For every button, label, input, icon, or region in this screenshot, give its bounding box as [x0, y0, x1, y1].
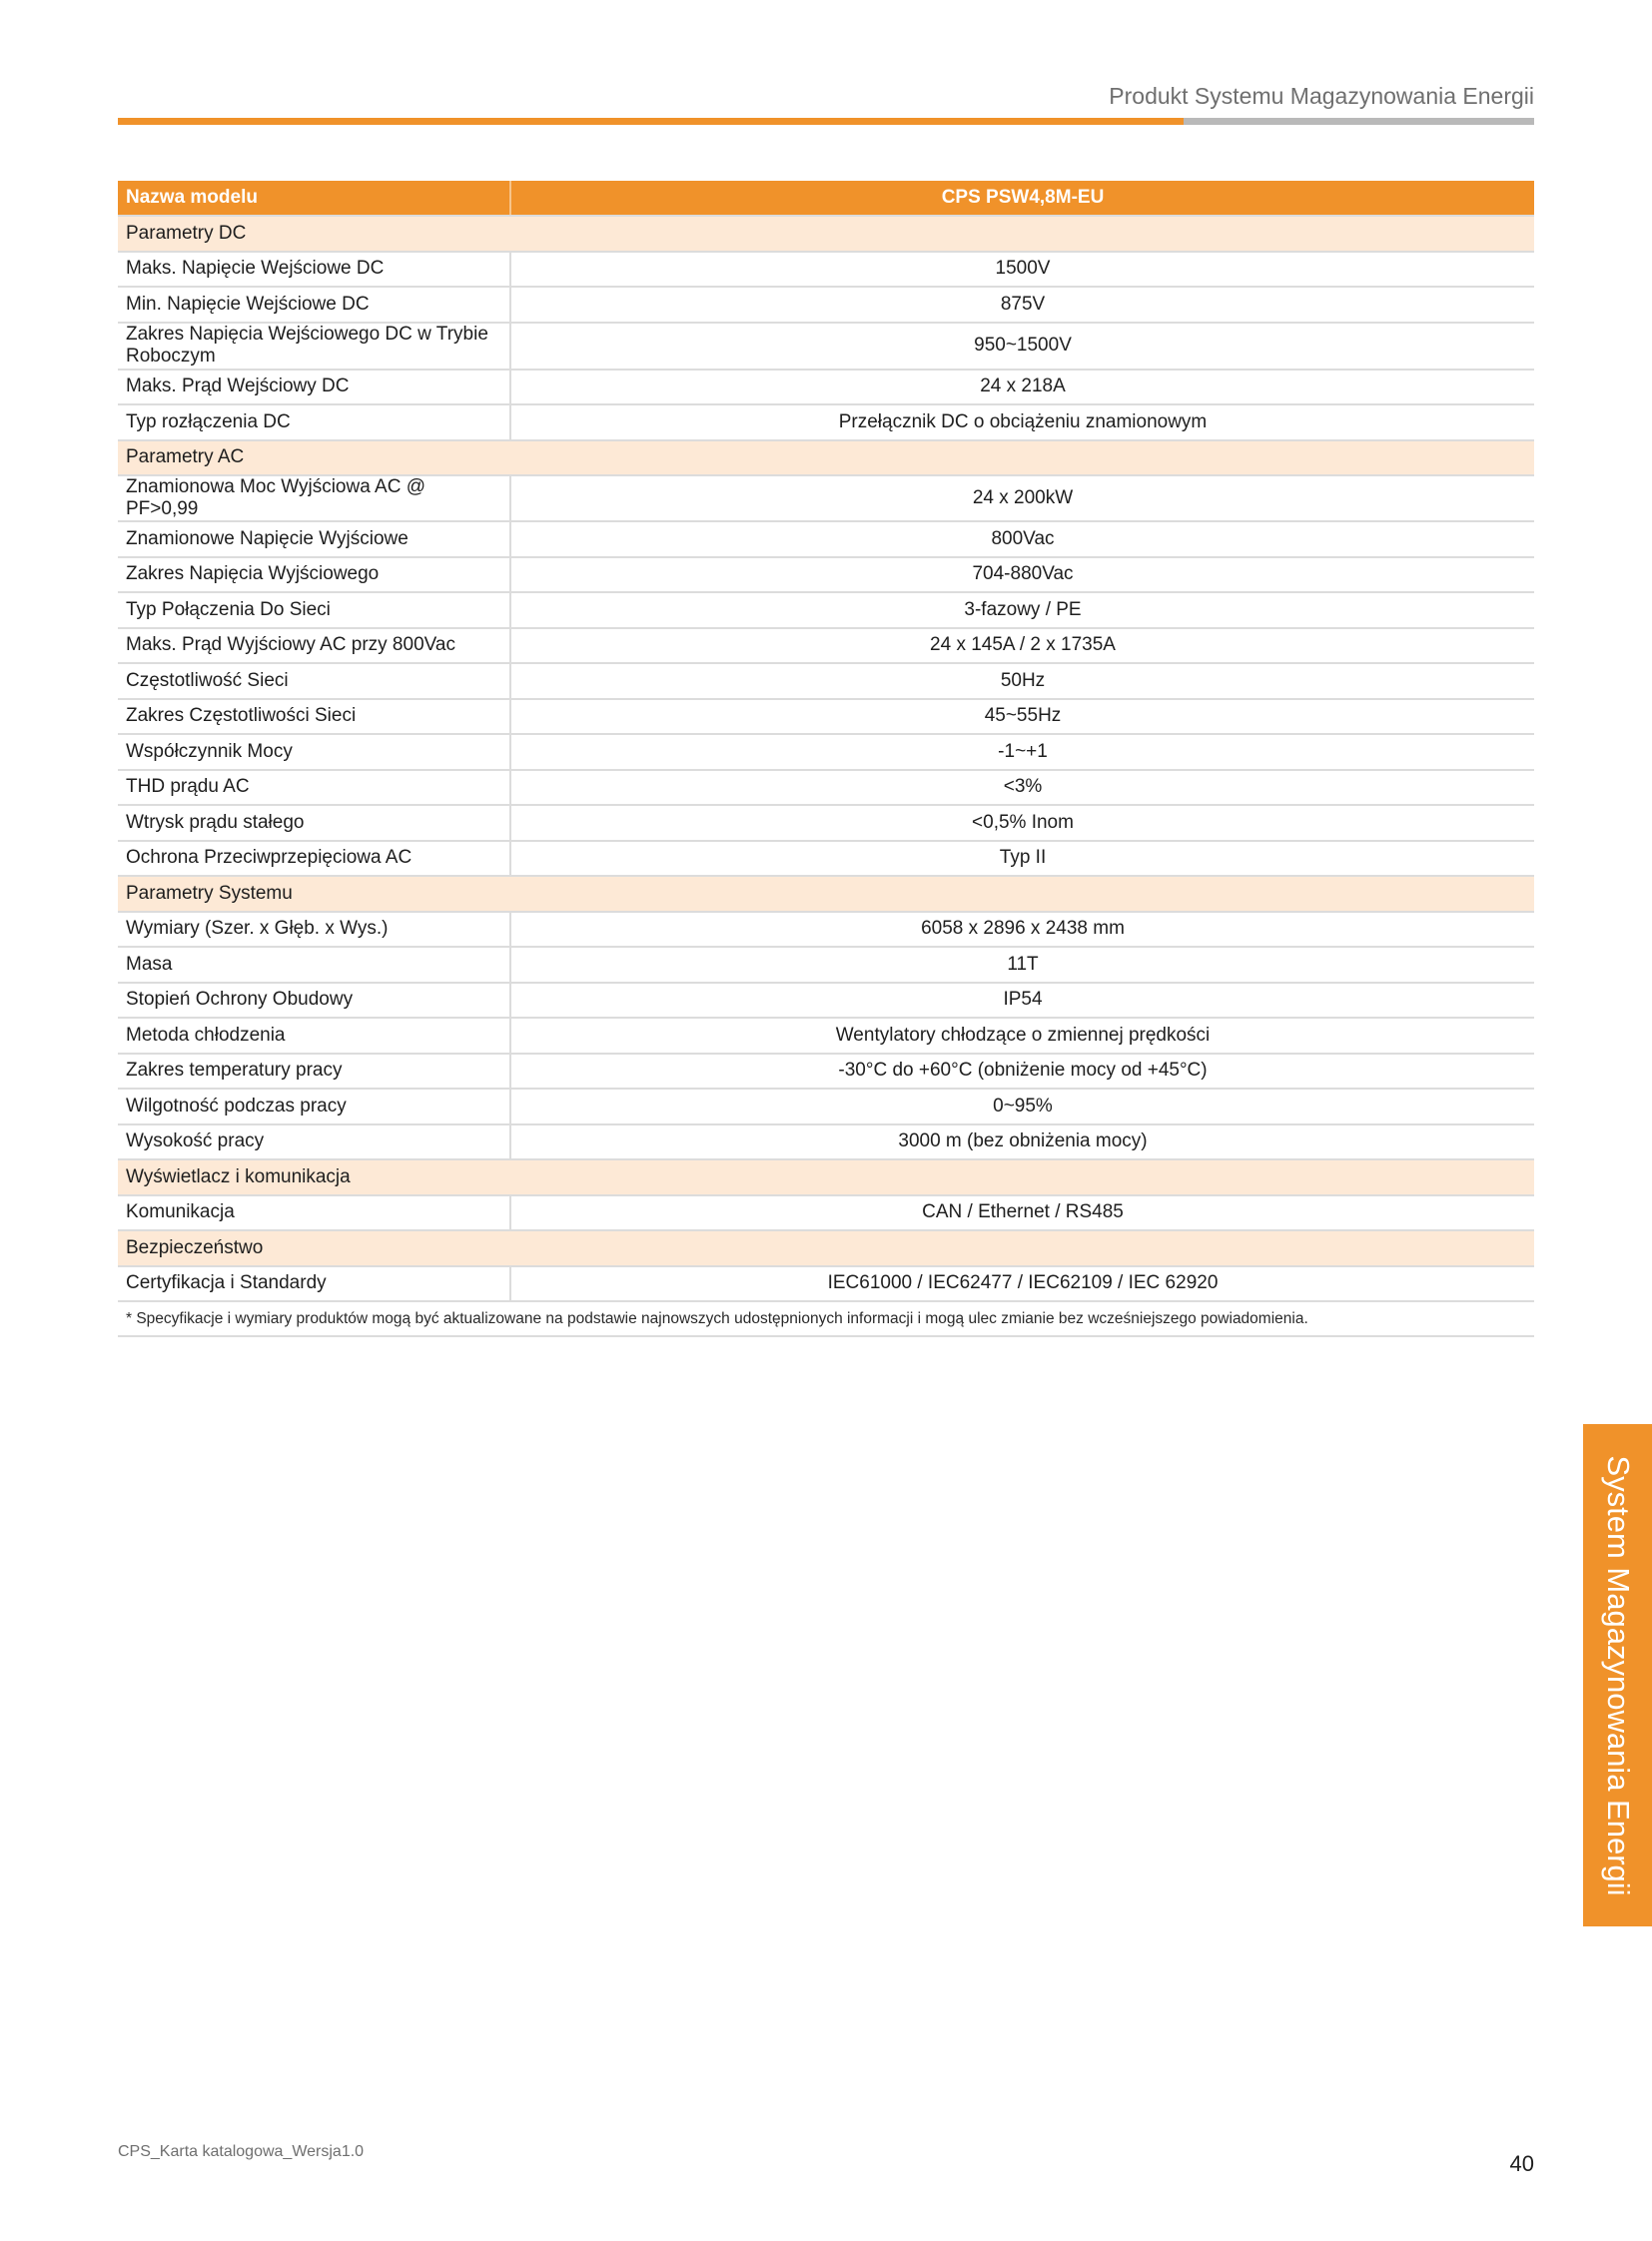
table-row: [118, 592, 1534, 628]
row-label: Wysokość pracy: [118, 1124, 510, 1160]
row-label: Typ Połączenia Do Sieci: [118, 592, 510, 628]
row-label: Wilgotność podczas pracy: [118, 1089, 510, 1124]
row-label: Współczynnik Mocy: [118, 734, 510, 770]
header-rule: [118, 118, 1534, 125]
row-label: Zakres temperatury pracy: [118, 1054, 510, 1090]
header-label: Nazwa modelu: [118, 181, 510, 216]
section-row: [118, 440, 1534, 476]
table-row: [118, 841, 1534, 877]
row-label: THD prądu AC: [118, 770, 510, 806]
footnote: * Specyfikacje i wymiary produktów mogą być aktualizowane na podstawie najnowszych udostępnionych informacji i mogą ulec zmianie bez wcześniejszego powiadomienia.: [118, 1301, 1534, 1336]
row-value: 3000 m (bez obniżenia mocy): [510, 1124, 1534, 1160]
table-row: [118, 1054, 1534, 1090]
table-row: [118, 770, 1534, 806]
row-value: 50Hz: [510, 663, 1534, 699]
row-value: <0,5% Inom: [510, 805, 1534, 841]
table-row: [118, 1195, 1534, 1231]
row-value: -30°C do +60°C (obniżenie mocy od +45°C): [510, 1054, 1534, 1090]
table-row: [118, 1124, 1534, 1160]
table-row: [118, 1018, 1534, 1054]
row-value: 704-880Vac: [510, 557, 1534, 593]
row-label: Zakres Napięcia Wyjściowego: [118, 557, 510, 593]
header-rule-accent: [118, 118, 1184, 125]
section-row: [118, 876, 1534, 912]
table-row: [118, 1266, 1534, 1302]
table-row: [118, 521, 1534, 557]
header-title: Produkt Systemu Magazynowania Energii: [1109, 83, 1534, 109]
row-value: IP54: [510, 983, 1534, 1019]
table-row: [118, 404, 1534, 440]
row-label: Maks. Prąd Wejściowy DC: [118, 370, 510, 405]
row-value: 800Vac: [510, 521, 1534, 557]
table-row: [118, 663, 1534, 699]
table-row: [118, 557, 1534, 593]
row-value: 875V: [510, 287, 1534, 323]
row-value: 950~1500V: [510, 323, 1534, 370]
row-label: Maks. Prąd Wyjściowy AC przy 800Vac: [118, 628, 510, 664]
row-value: 45~55Hz: [510, 699, 1534, 735]
row-label: Metoda chłodzenia: [118, 1018, 510, 1054]
row-value: 24 x 218A: [510, 370, 1534, 405]
row-label: Wymiary (Szer. x Głęb. x Wys.): [118, 912, 510, 948]
table-row: [118, 1089, 1534, 1124]
row-value: 24 x 145A / 2 x 1735A: [510, 628, 1534, 664]
table-row: [118, 947, 1534, 983]
row-label: Częstotliwość Sieci: [118, 663, 510, 699]
row-value: Wentylatory chłodzące o zmiennej prędkości: [510, 1018, 1534, 1054]
spec-table: [118, 181, 1534, 1337]
table-row: [118, 370, 1534, 405]
row-label: Min. Napięcie Wejściowe DC: [118, 287, 510, 323]
model-name: CPS PSW4,8M-EU: [510, 181, 1534, 216]
section-row: [118, 1230, 1534, 1266]
row-label: Znamionowa Moc Wyjściowa AC @ PF>0,99: [118, 475, 510, 521]
row-value: -1~+1: [510, 734, 1534, 770]
row-label: Zakres Częstotliwości Sieci: [118, 699, 510, 735]
row-value: IEC61000 / IEC62477 / IEC62109 / IEC 62920: [510, 1266, 1534, 1302]
side-tab: [1583, 1424, 1652, 1926]
table-row: [118, 805, 1534, 841]
row-label: Znamionowe Napięcie Wyjściowe: [118, 521, 510, 557]
side-tab-label: System Magazynowania Energii: [1600, 1454, 1636, 1896]
table-row: [118, 699, 1534, 735]
row-label: Typ rozłączenia DC: [118, 404, 510, 440]
row-value: 0~95%: [510, 1089, 1534, 1124]
section-system: Parametry Systemu: [118, 876, 1534, 912]
row-label: Stopień Ochrony Obudowy: [118, 983, 510, 1019]
row-label: Ochrona Przeciwprzepięciowa AC: [118, 841, 510, 877]
table-row: [118, 734, 1534, 770]
row-value: 1500V: [510, 252, 1534, 288]
row-value: 24 x 200kW: [510, 475, 1534, 521]
table-row: [118, 912, 1534, 948]
row-label: Certyfikacja i Standardy: [118, 1266, 510, 1302]
section-safety: Bezpieczeństwo: [118, 1230, 1534, 1266]
table-row: [118, 983, 1534, 1019]
row-label: Masa: [118, 947, 510, 983]
row-label: Wtrysk prądu stałego: [118, 805, 510, 841]
table-row: [118, 475, 1534, 521]
row-value: 3-fazowy / PE: [510, 592, 1534, 628]
row-label: Maks. Napięcie Wejściowe DC: [118, 252, 510, 288]
row-value: Przełącznik DC o obciążeniu znamionowym: [510, 404, 1534, 440]
section-row: [118, 216, 1534, 252]
table-row: [118, 628, 1534, 664]
row-value: 11T: [510, 947, 1534, 983]
table-row: [118, 323, 1534, 370]
row-label: Komunikacja: [118, 1195, 510, 1231]
section-display: Wyświetlacz i komunikacja: [118, 1159, 1534, 1195]
row-value: Typ II: [510, 841, 1534, 877]
section-ac: Parametry AC: [118, 440, 1534, 476]
note-row: [118, 1301, 1534, 1336]
footer-doc-name: CPS_Karta katalogowa_Wersja1.0: [118, 2143, 365, 2160]
table-header-row: [118, 181, 1534, 216]
table-row: [118, 252, 1534, 288]
row-value: <3%: [510, 770, 1534, 806]
section-dc: Parametry DC: [118, 216, 1534, 252]
row-value: 6058 x 2896 x 2438 mm: [510, 912, 1534, 948]
page-number: 40: [1509, 2151, 1534, 2176]
header-rule-grey: [1184, 118, 1534, 125]
section-row: [118, 1159, 1534, 1195]
row-value: CAN / Ethernet / RS485: [510, 1195, 1534, 1231]
row-label: Zakres Napięcia Wejściowego DC w Trybie Roboczym: [118, 323, 510, 370]
table-row: [118, 287, 1534, 323]
